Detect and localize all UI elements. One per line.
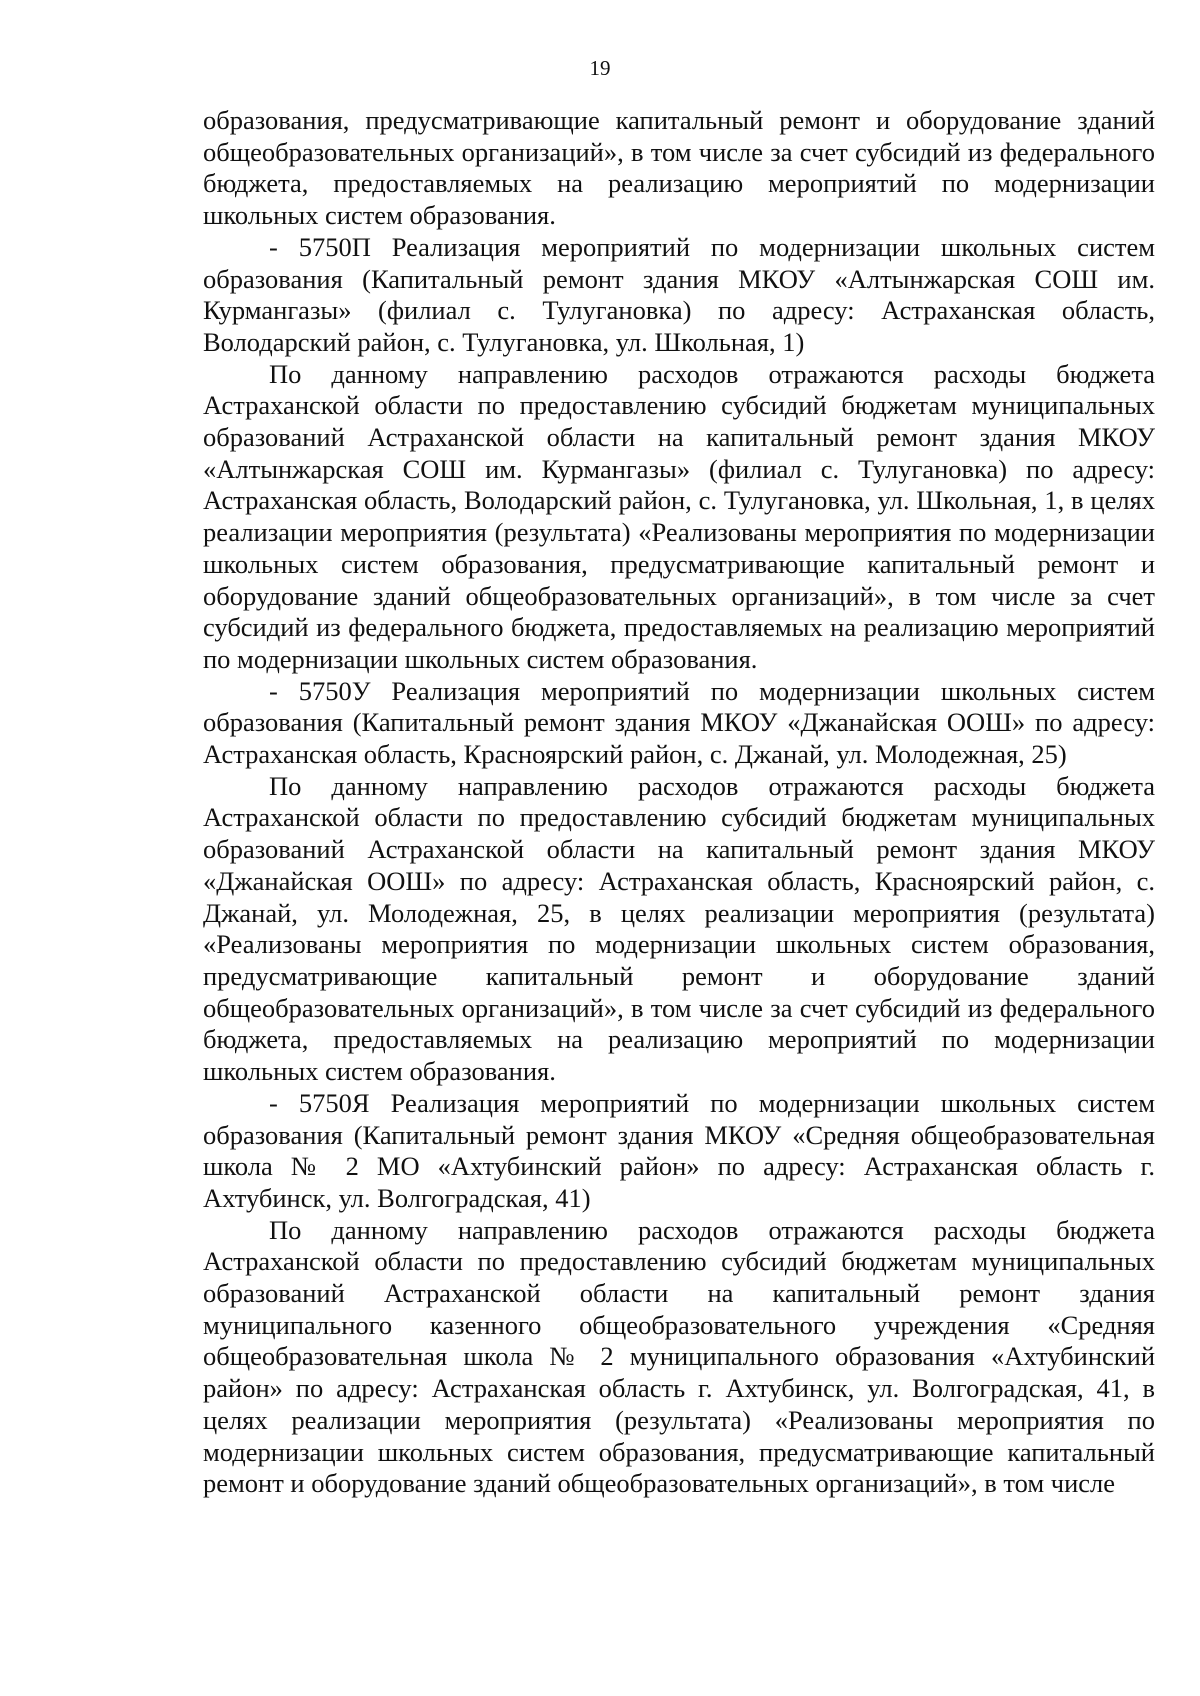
expense-item-5750P: - 5750П Реализация мероприятий по модернизации школьных систем образования (Капитальный ремонт здания МКОУ «Алтынжарская СОШ им. Курмангазы» (филиал с. Тулугановка) по адресу: Астраханская область, Володарский район, с. Тулугановка, ул. Школьная, 1) [203, 231, 1155, 357]
expense-item-5750YA: - 5750Я Реализация мероприятий по модернизации школьных систем образования (Капитальный ремонт здания МКОУ «Средняя общеобразовательная школа № 2 МО «Ахтубинский район» по адресу: Астраханская область г. Ахтубинск, ул. Волгоградская, 41) [203, 1087, 1155, 1213]
document-body [203, 105, 1155, 1500]
expense-item-5750U: - 5750У Реализация мероприятий по модернизации школьных систем образования (Капитальный ремонт здания МКОУ «Джанайская ООШ» по адресу: Астраханская область, Красноярский район, с. Джанай, ул. Молодежная, 25) [203, 675, 1155, 770]
expense-description-paragraph: По данному направлению расходов отражаются расходы бюджета Астраханской области по предоставлению субсидий бюджетам муниципальных образований Астраханской области на капитальный ремонт здания МКОУ «Алтынжарская СОШ им. Курмангазы» (филиал с. Тулугановка) по адресу: Астраханская область, Володарский район, с. Тулугановка, ул. Школьная, 1, в целях реализации мероприятия (результата) «Реализованы мероприятия по модернизации школьных систем образования, предусматривающие капитальный ремонт и оборудование зданий общеобразовательных организаций», в том числе за счет субсидий из федерального бюджета, предоставляемых на реализацию мероприятий по модернизации школьных систем образования. [203, 358, 1155, 674]
expense-description-paragraph: По данному направлению расходов отражаются расходы бюджета Астраханской области по предоставлению субсидий бюджетам муниципальных образований Астраханской области на капитальный ремонт здания муниципального казенного общеобразовательного учреждения «Средняя общеобразовательная школа № 2 муниципального образования «Ахтубинский район» по адресу: Астраханская область г. Ахтубинск, ул. Волгоградская, 41, в целях реализации мероприятия (результата) «Реализованы мероприятия по модернизации школьных систем образования, предусматривающие капитальный ремонт и оборудование зданий общеобразовательных организаций», в том числе [203, 1214, 1155, 1499]
page-number: 19 [589, 56, 611, 80]
continuation-paragraph: образования, предусматривающие капитальный ремонт и оборудование зданий общеобразовательных организаций», в том числе за счет субсидий из федерального бюджета, предоставляемых на реализацию мероприятий по модернизации школьных систем образования. [203, 105, 1155, 231]
expense-description-paragraph: По данному направлению расходов отражаются расходы бюджета Астраханской области по предоставлению субсидий бюджетам муниципальных образований Астраханской области на капитальный ремонт здания МКОУ «Джанайская ООШ» по адресу: Астраханская область, Красноярский район, с. Джанай, ул. Молодежная, 25, в целях реализации мероприятия (результата) «Реализованы мероприятия по модернизации школьных систем образования, предусматривающие капитальный ремонт и оборудование зданий общеобразовательных организаций», в том числе за счет субсидий из федерального бюджета, предоставляемых на реализацию мероприятий по модернизации школьных систем образования. [203, 770, 1155, 1087]
